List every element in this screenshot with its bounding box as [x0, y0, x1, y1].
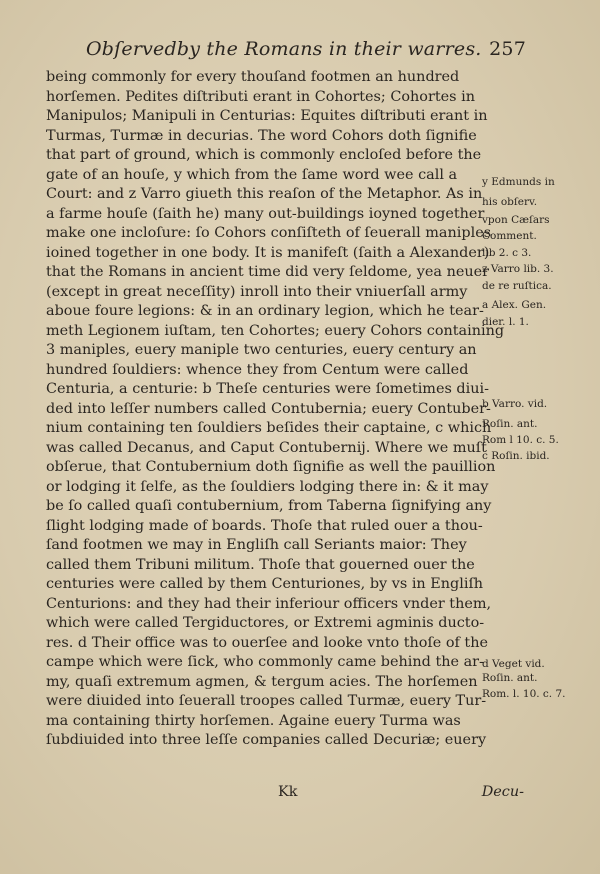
text-line: ſand footmen we may in Engliſh call Seriants maior: They — [46, 537, 467, 553]
page-number: 257 — [489, 38, 526, 60]
margin-note: dier. l. 1. — [482, 316, 529, 328]
margin-note: Roſin. ant. — [482, 672, 538, 684]
margin-note: Roſin. ant. — [482, 418, 538, 430]
text-line: nium containing ten ſouldiers beſides their captaine, c which — [46, 420, 492, 436]
text-line: that part of ground, which is commonly encloſed before the — [46, 147, 482, 163]
text-line: centuries were called by them Centuriones, by vs in Engliſh — [46, 576, 484, 592]
margin-note: c Roſin. ibid. — [482, 450, 550, 462]
text-line: ded into leſſer numbers called Contubernia; euery Contuber- — [46, 400, 491, 417]
margin-note: Rom l 10. c. 5. — [482, 434, 559, 446]
text-line: a farme houſe (ſaith he) many out-buildings ioyned together — [46, 205, 485, 222]
main-text — [46, 68, 505, 751]
text-line: meth Legionem iuſtam, ten Cohortes; euery Cohors containing — [46, 322, 505, 339]
signature-mark: Kk — [278, 784, 298, 800]
text-line: Court: and z Varro giueth this reaſon of the Metaphor. As in — [46, 186, 483, 202]
text-line: ioined together in one body. It is manifeſt (ſaith a Alexander) — [46, 244, 490, 261]
text-line: ſubdiuided into three leſſe companies called Decuriæ; euery — [46, 732, 487, 748]
text-line: which were called Tergiductores, or Extremi agminis ducto- — [46, 615, 485, 631]
text-line: that the Romans in ancient time did very ſeldome, yea neuer — [46, 264, 490, 280]
page-footer — [46, 784, 524, 804]
text-line: campe which were ſick, who commonly came behind the ar- — [46, 654, 484, 670]
running-header — [86, 38, 526, 64]
margin-note: a Alex. Gen. — [482, 299, 547, 311]
text-line: being commonly for every thouſand footmen an hundred — [46, 69, 460, 85]
text-line: Centurions: and they had their inferiour officers vnder them, — [46, 595, 492, 612]
margin-note: vpon Cæſars — [482, 214, 550, 226]
margin-note: de re ruſtica. — [482, 280, 552, 292]
text-line: Turmas, Turmæ in decurias. The word Cohors doth ſignifie — [46, 127, 477, 144]
margin-note: z Varro lib. 3. — [482, 263, 554, 275]
text-line: ſlight lodging made of boards. Thoſe that ruled ouer a thou- — [46, 517, 483, 534]
margin-note: d Veget vid. — [482, 658, 545, 670]
text-line: obſerue, that Contubernium doth ſignifie as well the pauillion — [46, 459, 496, 475]
catchword: Decu- — [481, 784, 524, 800]
margin-note: b Varro. vid. — [482, 398, 548, 410]
text-line: or lodging it ſelfe, as the ſouldiers lodging there in: & it may — [46, 478, 489, 495]
text-line: make one incloſure: ſo Cohors conſiſteth of ſeuerall maniples — [46, 225, 492, 241]
margin-note: y Edmunds in — [482, 176, 555, 188]
text-line: horſemen. Pedites diſtributi erant in Cohortes; Cohortes in — [46, 88, 475, 105]
text-line: called them Tribuni militum. Thoſe that gouerned ouer the — [46, 556, 475, 573]
text-line: Centuria, a centurie: b Theſe centuries were ſometimes diui- — [46, 381, 489, 397]
text-line: Manipulos; Manipuli in Centurias: Equites diſtributi erant in — [46, 108, 488, 124]
text-line: 3 maniples, euery maniple two centuries, euery century an — [46, 342, 477, 358]
text-line: (except in great neceſſity) inroll into their vniuerſall army — [46, 283, 468, 300]
margin-note: Comment. — [482, 230, 537, 242]
text-line: ma containing thirty horſemen. Againe euery Turma was — [46, 712, 461, 729]
text-line: my, quaſi extremum agmen, & tergum acies. The horſemen — [46, 673, 478, 690]
margin-note: lib 2. c 3. — [482, 247, 532, 259]
text-line: gate of an houſe, y which from the ſame word wee call a — [46, 166, 458, 183]
text-line: hundred ſouldiers: whence they from Centum were called — [46, 361, 469, 378]
text-line: were diuided into ſeuerall troopes called Turmæ, euery Tur- — [46, 693, 487, 709]
margin-note: his obſerv. — [482, 196, 538, 208]
text-line: aboue foure legions: & in an ordinary legion, which he tear- — [46, 303, 484, 319]
text-line: be ſo called quaſi contubernium, from Taberna ſignifying any — [46, 498, 492, 514]
margin-note: Rom. l. 10. c. 7. — [482, 688, 566, 700]
text-line: res. d Their office was to ouerſee and looke vnto thoſe of the — [46, 634, 488, 651]
text-line: was called Decanus, and Caput Contubernij. Where we muſt — [46, 439, 487, 456]
running-title: Obſervedby the Romans in their warres. — [86, 38, 482, 60]
